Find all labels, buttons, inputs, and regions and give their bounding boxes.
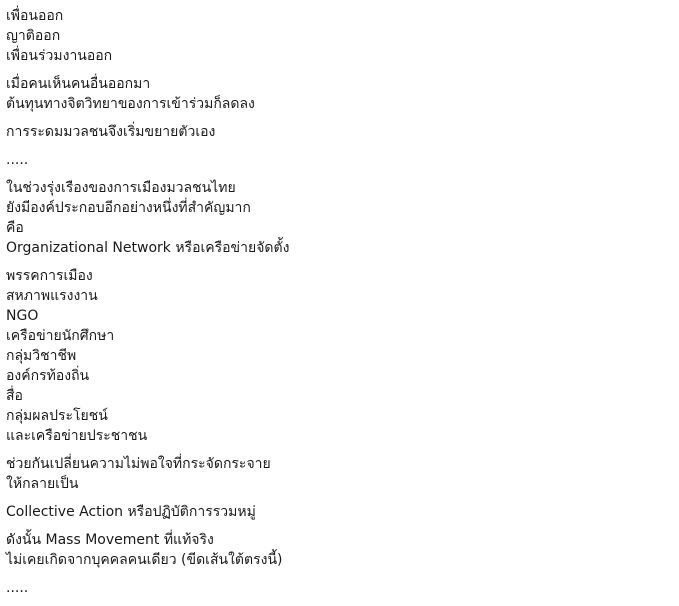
paragraph [6, 74, 666, 114]
text-line: ไม่เคยเกิดจากบุคคลคนเดียว (ขีดเส้นใต้ตรงนี้) [6, 552, 283, 568]
post-body [6, 6, 666, 606]
text-line: สหภาพแรงงาน [6, 288, 98, 304]
text-line: เมื่อคนเห็นคนอื่นออกมา [6, 76, 151, 92]
paragraph [6, 454, 666, 494]
text-line: กลุ่มวิชาชีพ [6, 348, 77, 364]
text-line: องค์กรท้องถิ่น [6, 368, 90, 384]
text-line: ช่วยกันเปลี่ยนความไม่พอใจที่กระจัดกระจาย [6, 456, 271, 472]
text-line: ..... [6, 152, 29, 168]
paragraph [6, 266, 666, 446]
text-line: เครือข่ายนักศึกษา [6, 328, 115, 344]
text-line: ดังนั้น Mass Movement ที่แท้จริง [6, 532, 214, 548]
text-line: คือ [6, 220, 24, 236]
text-line: ให้กลายเป็น [6, 476, 79, 492]
text-line: กลุ่มผลประโยชน์ [6, 408, 108, 424]
text-line: ในช่วงรุ่งเรืองของการเมืองมวลชนไทย [6, 180, 236, 196]
paragraph [6, 578, 666, 598]
paragraph [6, 178, 666, 258]
text-line: เพื่อนออก [6, 8, 64, 24]
paragraph [6, 122, 666, 142]
paragraph [6, 502, 666, 522]
text-line: NGO [6, 308, 39, 324]
text-line: ยังมีองค์ประกอบอีกอย่างหนึ่งที่สำคัญมาก [6, 200, 251, 216]
text-line: เพื่อนร่วมงานออก [6, 48, 113, 64]
text-line: ..... [6, 580, 29, 596]
text-line: ต้นทุนทางจิตวิทยาของการเข้าร่วมก็ลดลง [6, 96, 255, 112]
text-line: Organizational Network หรือเครือข่ายจัดตั้ง [6, 240, 290, 256]
text-line: Collective Action หรือปฏิบัติการรวมหมู่ [6, 504, 256, 520]
text-line: สื่อ [6, 388, 23, 404]
paragraph [6, 530, 666, 570]
paragraph [6, 6, 666, 66]
text-line: พรรคการเมือง [6, 268, 93, 284]
text-line: ญาติออก [6, 28, 61, 44]
text-line: การระดมมวลชนจึงเริ่มขยายตัวเอง [6, 124, 216, 140]
text-line: และเครือข่ายประชาชน [6, 428, 148, 444]
paragraph [6, 150, 666, 170]
